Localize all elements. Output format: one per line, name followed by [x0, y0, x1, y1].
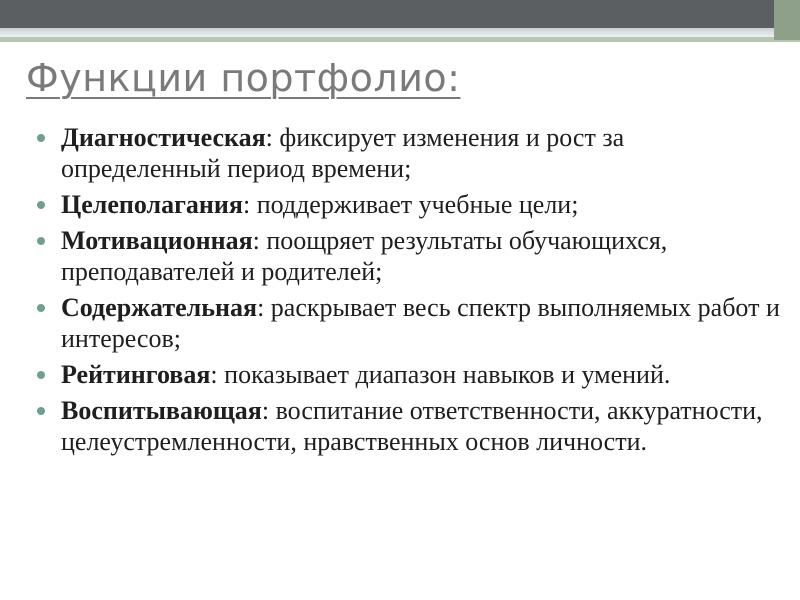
bullet-icon: [37, 407, 45, 415]
term-separator: :: [261, 396, 270, 425]
term-separator: :: [257, 293, 265, 322]
top-decorative-bar: [0, 0, 800, 28]
function-description: воспитание ответственности, аккуратности, целеустремленности, нравственных основ личности.: [61, 396, 763, 456]
function-description: поощряет результаты обучающихся, преподавателей и родителей;: [61, 226, 668, 286]
term-separator: :: [265, 123, 273, 152]
term-separator: :: [210, 360, 218, 389]
function-term: Содержательная: [61, 293, 258, 322]
bullet-icon: [37, 371, 45, 379]
slide-title: Функции портфолио:: [26, 56, 461, 100]
function-term: Воспитывающая: [61, 396, 262, 425]
bullet-icon: [37, 304, 45, 312]
functions-list: [26, 122, 781, 462]
list-item-content: [26, 292, 781, 354]
term-separator: :: [252, 226, 260, 255]
bullet-icon: [37, 201, 45, 209]
function-description: раскрывает весь спектр выполняемых работ и интересов;: [61, 293, 780, 353]
list-item-diagnostic: [26, 122, 781, 184]
function-description: показывает диапазон навыков и умений.: [217, 360, 671, 389]
list-item-educational: [26, 395, 781, 457]
function-term: Диагностическая: [61, 123, 266, 152]
function-description: фиксирует изменения и рост за определенный период времени;: [61, 123, 625, 183]
list-item-rating: [26, 359, 781, 390]
bullet-icon: [37, 237, 45, 245]
list-item-motivational: [26, 225, 781, 287]
function-term: Рейтинговая: [61, 360, 211, 389]
corner-accent-block: [774, 0, 800, 40]
bullet-icon: [37, 134, 45, 142]
function-term: Мотивационная: [61, 226, 253, 255]
function-description: поддерживает учебные цели;: [250, 190, 579, 219]
top-accent-strip: [0, 37, 800, 42]
term-separator: :: [242, 190, 251, 219]
function-term: Целеполагания: [61, 190, 243, 219]
list-item-goal-setting: [26, 189, 781, 220]
